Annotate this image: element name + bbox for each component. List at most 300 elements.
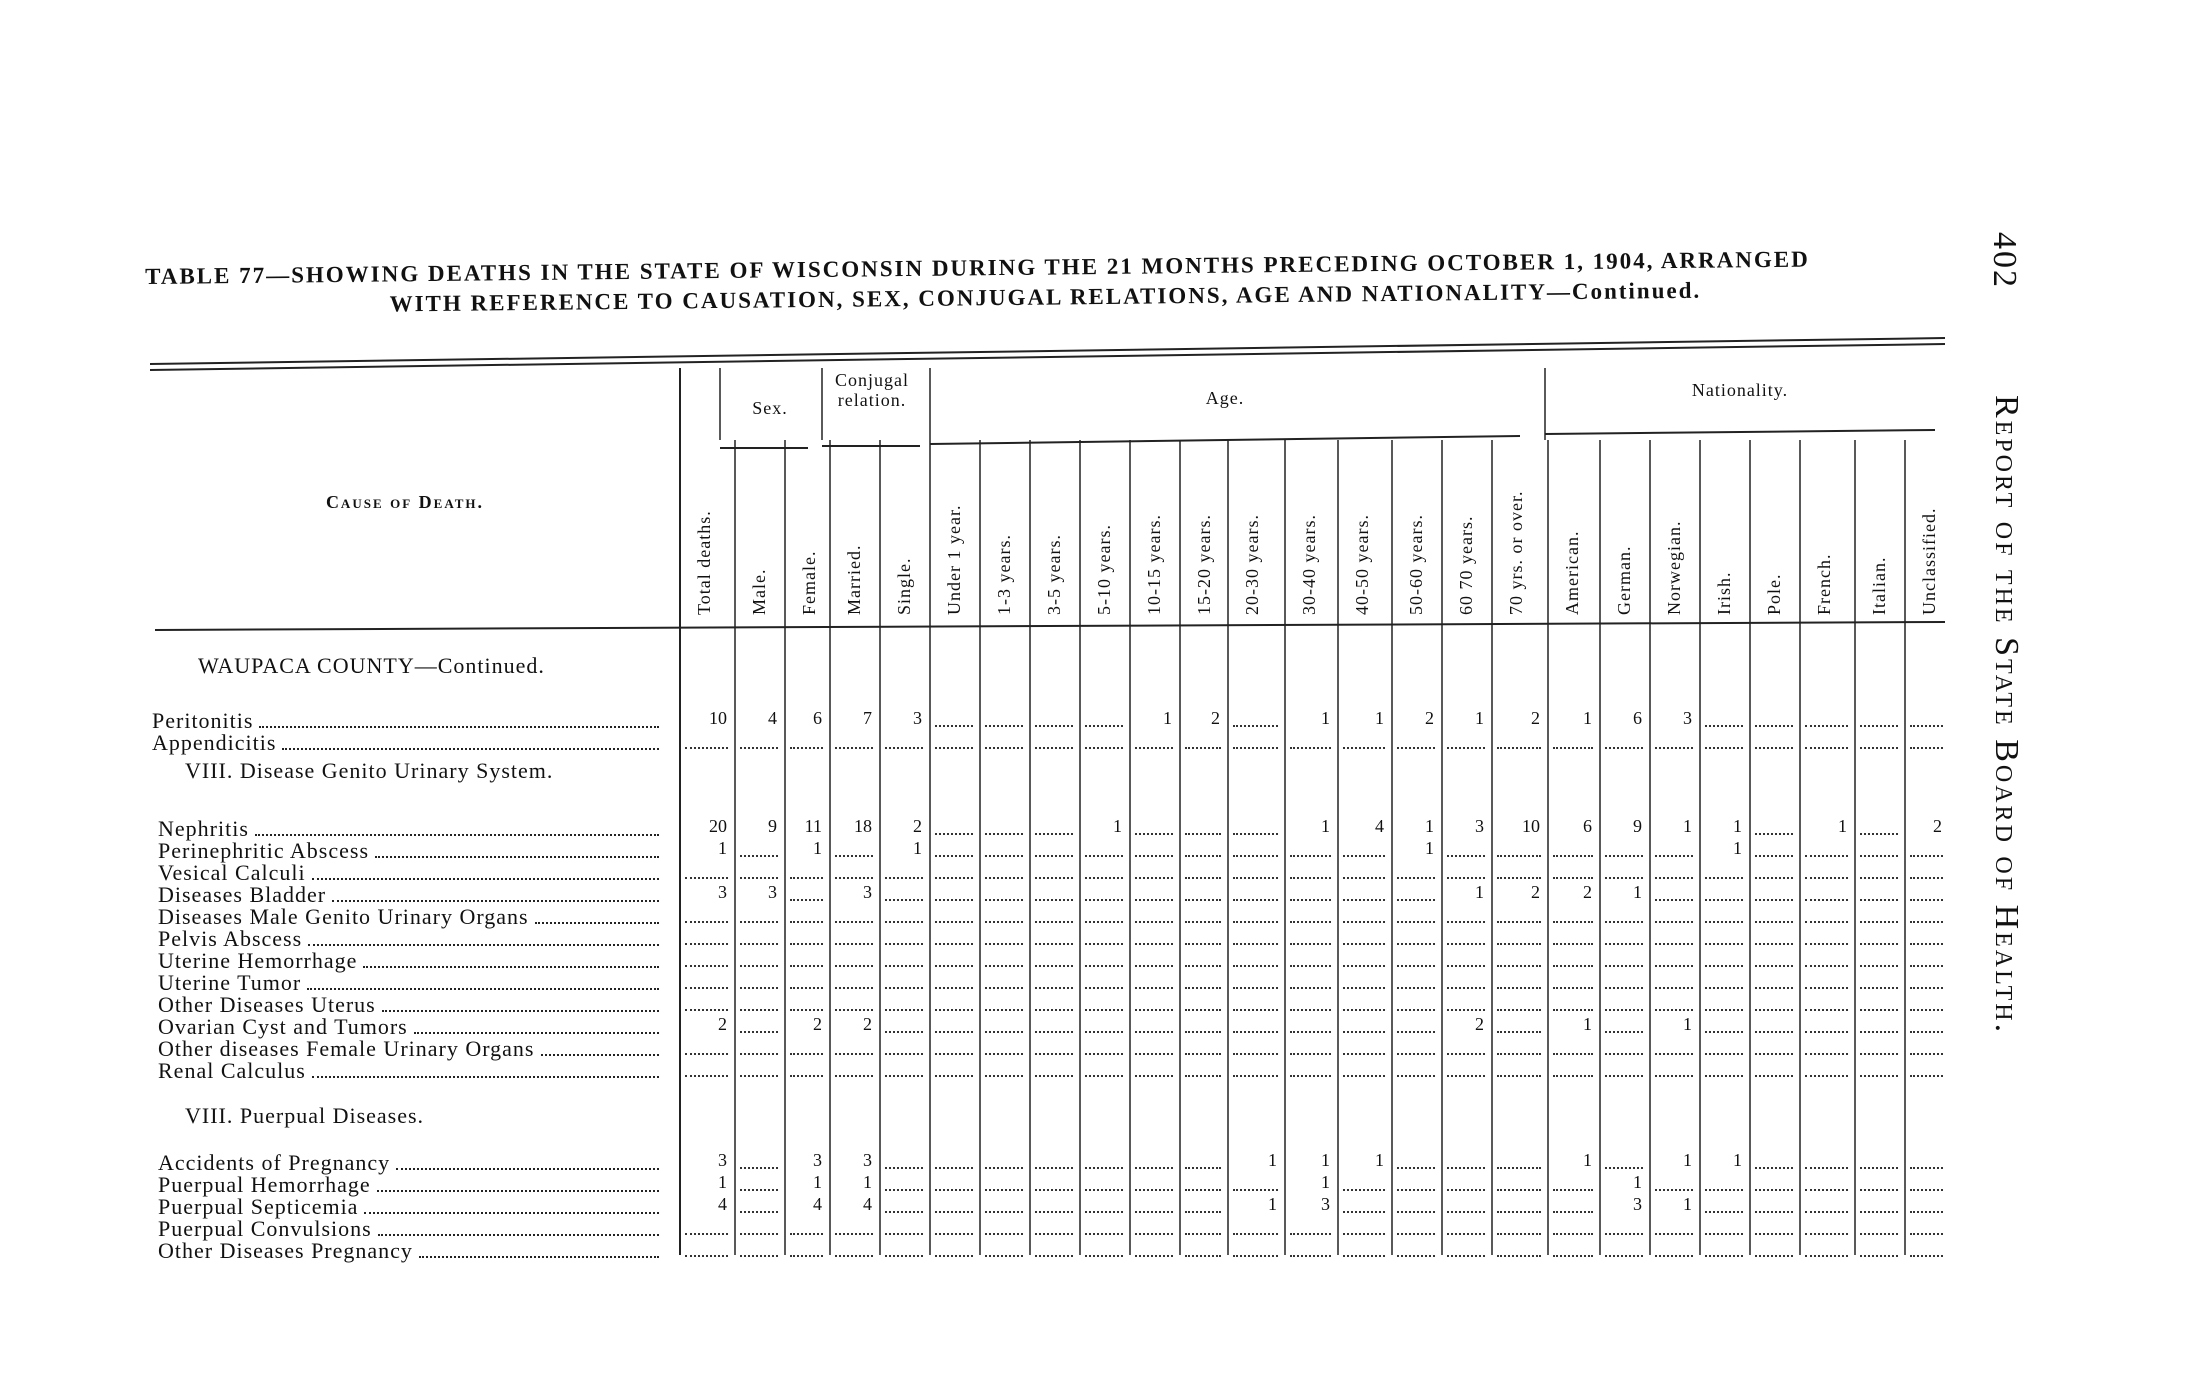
row-label-text: Uterine Tumor	[158, 970, 302, 995]
row-label-text: Other Diseases Pregnancy	[158, 1238, 413, 1263]
empty-cell-dots	[1655, 921, 1693, 923]
table-cell: 18	[854, 816, 872, 836]
empty-cell-dots	[1805, 943, 1848, 945]
table-title-line-2: WITH REFERENCE TO CAUSATION, SEX, CONJUGAL RELATIONS, AGE AND NATIONALITY—Continued.	[389, 277, 1702, 317]
empty-cell-dots	[1497, 1189, 1541, 1191]
empty-cell-dots	[985, 1031, 1023, 1033]
column-header: 50-60 years.	[1406, 514, 1426, 615]
empty-cell-dots	[1497, 1075, 1541, 1077]
empty-cell-dots	[740, 1233, 778, 1235]
conjugal-group-header: Conjugal relation.	[835, 370, 909, 410]
empty-cell-dots	[1290, 855, 1331, 857]
empty-cell-dots	[1860, 747, 1898, 749]
empty-cell-dots	[1085, 1189, 1123, 1191]
empty-cell-dots	[790, 921, 823, 923]
empty-cell-dots	[985, 987, 1023, 989]
empty-cell-dots	[1553, 1255, 1593, 1257]
empty-cell-dots	[985, 725, 1023, 727]
empty-cell-dots	[1343, 921, 1385, 923]
empty-cell-dots	[1290, 1233, 1331, 1235]
empty-cell-dots	[1290, 1255, 1331, 1257]
empty-cell-dots	[1233, 921, 1278, 923]
empty-cell-dots	[1805, 987, 1848, 989]
empty-cell-dots	[1085, 725, 1123, 727]
dot-leader	[396, 1168, 659, 1170]
empty-cell-dots	[1397, 921, 1435, 923]
empty-cell-dots	[1447, 1255, 1485, 1257]
empty-cell-dots	[1655, 855, 1693, 857]
empty-cell-dots	[1605, 1167, 1643, 1169]
empty-cell-dots	[885, 1031, 923, 1033]
empty-cell-dots	[985, 921, 1023, 923]
empty-cell-dots	[1233, 943, 1278, 945]
empty-cell-dots	[885, 1053, 923, 1055]
empty-cell-dots	[1860, 1255, 1898, 1257]
empty-cell-dots	[1035, 1255, 1073, 1257]
empty-cell-dots	[1910, 747, 1943, 749]
row-label	[158, 884, 659, 906]
column-header: Married.	[844, 544, 864, 615]
empty-cell-dots	[1135, 855, 1173, 857]
empty-cell-dots	[1290, 747, 1331, 749]
empty-cell-dots	[1135, 833, 1173, 835]
table-cell: 1	[1633, 882, 1642, 902]
empty-cell-dots	[1705, 921, 1743, 923]
column-header: 40-50 years.	[1352, 514, 1372, 615]
row-label	[158, 950, 659, 972]
empty-cell-dots	[685, 877, 728, 879]
table-cell: 1	[1321, 1172, 1330, 1192]
table-cell: 2	[1933, 816, 1942, 836]
empty-cell-dots	[1233, 1255, 1278, 1257]
empty-cell-dots	[835, 747, 873, 749]
empty-cell-dots	[1605, 1255, 1643, 1257]
dot-leader	[535, 922, 659, 924]
empty-cell-dots	[885, 965, 923, 967]
empty-cell-dots	[1185, 1211, 1221, 1213]
empty-cell-dots	[1553, 1211, 1593, 1213]
empty-cell-dots	[885, 987, 923, 989]
empty-cell-dots	[1035, 1075, 1073, 1077]
empty-cell-dots	[935, 1075, 973, 1077]
empty-cell-dots	[1233, 725, 1278, 727]
empty-cell-dots	[1397, 1075, 1435, 1077]
empty-cell-dots	[1085, 921, 1123, 923]
row-label-text: Nephritis	[158, 816, 249, 841]
empty-cell-dots	[935, 1189, 973, 1191]
empty-cell-dots	[1705, 747, 1743, 749]
column-header: 30-40 years.	[1299, 514, 1319, 615]
table-cell: 1	[1633, 1172, 1642, 1192]
table-cell: 1	[813, 1172, 822, 1192]
column-header: 10-15 years.	[1144, 514, 1164, 615]
empty-cell-dots	[740, 1053, 778, 1055]
empty-cell-dots	[1290, 1075, 1331, 1077]
empty-cell-dots	[1805, 725, 1848, 727]
empty-cell-dots	[1447, 1189, 1485, 1191]
table-cell: 1	[1475, 882, 1484, 902]
table-cell: 1	[1375, 708, 1384, 728]
empty-cell-dots	[1860, 965, 1898, 967]
empty-cell-dots	[1447, 965, 1485, 967]
table-cell: 1	[1683, 1194, 1692, 1214]
empty-cell-dots	[1910, 1075, 1943, 1077]
empty-cell-dots	[1860, 943, 1898, 945]
empty-cell-dots	[985, 1009, 1023, 1011]
table-cell: 4	[863, 1194, 872, 1214]
empty-cell-dots	[1705, 1031, 1743, 1033]
empty-cell-dots	[1705, 1009, 1743, 1011]
row-label	[158, 818, 659, 840]
column-header: 15-20 years.	[1194, 514, 1214, 615]
empty-cell-dots	[1755, 1233, 1793, 1235]
empty-cell-dots	[1805, 1255, 1848, 1257]
empty-cell-dots	[985, 855, 1023, 857]
empty-cell-dots	[1343, 1233, 1385, 1235]
empty-cell-dots	[1497, 747, 1541, 749]
empty-cell-dots	[1655, 1075, 1693, 1077]
empty-cell-dots	[1185, 1009, 1221, 1011]
empty-cell-dots	[1755, 899, 1793, 901]
empty-cell-dots	[1035, 1233, 1073, 1235]
empty-cell-dots	[1035, 899, 1073, 901]
empty-cell-dots	[1755, 1189, 1793, 1191]
empty-cell-dots	[1085, 1009, 1123, 1011]
empty-cell-dots	[740, 1075, 778, 1077]
empty-cell-dots	[935, 1167, 973, 1169]
empty-cell-dots	[835, 1255, 873, 1257]
empty-cell-dots	[1755, 833, 1793, 835]
empty-cell-dots	[1910, 855, 1943, 857]
table-cell: 9	[1633, 816, 1642, 836]
empty-cell-dots	[790, 877, 823, 879]
row-label-text: Ovarian Cyst and Tumors	[158, 1014, 408, 1039]
empty-cell-dots	[790, 1075, 823, 1077]
empty-cell-dots	[1497, 987, 1541, 989]
empty-cell-dots	[1497, 855, 1541, 857]
row-label	[152, 732, 659, 754]
empty-cell-dots	[1397, 1255, 1435, 1257]
empty-cell-dots	[1805, 899, 1848, 901]
empty-cell-dots	[885, 1211, 923, 1213]
table-cell: 4	[718, 1194, 727, 1214]
empty-cell-dots	[685, 965, 728, 967]
empty-cell-dots	[1135, 1053, 1173, 1055]
empty-cell-dots	[935, 899, 973, 901]
empty-cell-dots	[740, 747, 778, 749]
empty-cell-dots	[1447, 1053, 1485, 1055]
dot-leader	[312, 878, 659, 880]
empty-cell-dots	[1085, 1031, 1123, 1033]
empty-cell-dots	[985, 1233, 1023, 1235]
column-header: Irish.	[1714, 571, 1734, 615]
empty-cell-dots	[1085, 855, 1123, 857]
empty-cell-dots	[1860, 855, 1898, 857]
empty-cell-dots	[1135, 747, 1173, 749]
empty-cell-dots	[685, 1009, 728, 1011]
empty-cell-dots	[1185, 1255, 1221, 1257]
empty-cell-dots	[935, 855, 973, 857]
column-header: American.	[1562, 530, 1582, 615]
empty-cell-dots	[1185, 943, 1221, 945]
empty-cell-dots	[1497, 1053, 1541, 1055]
empty-cell-dots	[1085, 965, 1123, 967]
empty-cell-dots	[835, 921, 873, 923]
empty-cell-dots	[1233, 1009, 1278, 1011]
empty-cell-dots	[1705, 725, 1743, 727]
empty-cell-dots	[835, 877, 873, 879]
empty-cell-dots	[1185, 1031, 1221, 1033]
empty-cell-dots	[1343, 747, 1385, 749]
table-cell: 1	[1425, 816, 1434, 836]
empty-cell-dots	[1233, 899, 1278, 901]
empty-cell-dots	[985, 833, 1023, 835]
empty-cell-dots	[1447, 921, 1485, 923]
dot-leader	[332, 900, 659, 902]
table-cell: 1	[863, 1172, 872, 1192]
empty-cell-dots	[1185, 877, 1221, 879]
empty-cell-dots	[1860, 1189, 1898, 1191]
empty-cell-dots	[1447, 877, 1485, 879]
empty-cell-dots	[1553, 855, 1593, 857]
empty-cell-dots	[1035, 943, 1073, 945]
empty-cell-dots	[1655, 1009, 1693, 1011]
empty-cell-dots	[1605, 1053, 1643, 1055]
empty-cell-dots	[1135, 899, 1173, 901]
empty-cell-dots	[1497, 965, 1541, 967]
dot-leader	[259, 726, 659, 728]
empty-cell-dots	[740, 1189, 778, 1191]
empty-cell-dots	[740, 965, 778, 967]
column-header: Male.	[749, 568, 769, 615]
empty-cell-dots	[1397, 1167, 1435, 1169]
empty-cell-dots	[1910, 1167, 1943, 1169]
empty-cell-dots	[1655, 943, 1693, 945]
dot-leader	[364, 1212, 659, 1214]
dot-leader	[307, 988, 659, 990]
empty-cell-dots	[1397, 1233, 1435, 1235]
table-cell: 2	[1211, 708, 1220, 728]
empty-cell-dots	[935, 1053, 973, 1055]
table-cell: 6	[1633, 708, 1642, 728]
empty-cell-dots	[1553, 921, 1593, 923]
column-header: 1-3 years.	[994, 534, 1014, 615]
empty-cell-dots	[1910, 1053, 1943, 1055]
table-cell: 2	[1583, 882, 1592, 902]
row-label	[158, 1196, 659, 1218]
empty-cell-dots	[1447, 1009, 1485, 1011]
table-cell: 2	[1531, 882, 1540, 902]
running-head: Report of the State Board of Health.	[1988, 395, 2025, 1036]
empty-cell-dots	[885, 1009, 923, 1011]
empty-cell-dots	[1397, 1053, 1435, 1055]
table-cell: 4	[813, 1194, 822, 1214]
table-cell: 1	[1321, 708, 1330, 728]
empty-cell-dots	[1755, 987, 1793, 989]
row-label	[158, 1174, 659, 1196]
empty-cell-dots	[685, 943, 728, 945]
empty-cell-dots	[1805, 855, 1848, 857]
row-label-text: Pelvis Abscess	[158, 926, 303, 951]
empty-cell-dots	[1397, 1031, 1435, 1033]
empty-cell-dots	[1185, 1233, 1221, 1235]
empty-cell-dots	[1290, 1009, 1331, 1011]
empty-cell-dots	[685, 1075, 728, 1077]
empty-cell-dots	[1343, 1189, 1385, 1191]
row-label-text: Vesical Calculi	[158, 860, 306, 885]
table-cell: 1	[1321, 1150, 1330, 1170]
column-header: Under 1 year.	[944, 504, 964, 615]
empty-cell-dots	[835, 855, 873, 857]
empty-cell-dots	[1085, 987, 1123, 989]
empty-cell-dots	[1755, 965, 1793, 967]
empty-cell-dots	[1035, 725, 1073, 727]
row-label-text: Diseases Bladder	[158, 882, 327, 907]
column-header: 3-5 years.	[1044, 534, 1064, 615]
empty-cell-dots	[1135, 987, 1173, 989]
empty-cell-dots	[1035, 833, 1073, 835]
dot-leader	[541, 1054, 660, 1056]
empty-cell-dots	[985, 747, 1023, 749]
empty-cell-dots	[1553, 1189, 1593, 1191]
table-cell: 1	[1583, 708, 1592, 728]
empty-cell-dots	[685, 1255, 728, 1257]
empty-cell-dots	[935, 725, 973, 727]
row-label-text: Other diseases Female Urinary Organs	[158, 1036, 535, 1061]
table-cell: 2	[1531, 708, 1540, 728]
row-label	[152, 710, 659, 732]
empty-cell-dots	[1497, 1255, 1541, 1257]
empty-cell-dots	[1497, 877, 1541, 879]
empty-cell-dots	[1655, 1233, 1693, 1235]
empty-cell-dots	[790, 1009, 823, 1011]
empty-cell-dots	[790, 747, 823, 749]
empty-cell-dots	[1185, 1075, 1221, 1077]
table-cell: 20	[709, 816, 727, 836]
table-cell: 11	[804, 816, 822, 836]
column-header: Unclassified.	[1919, 507, 1939, 615]
table-cell: 2	[813, 1014, 822, 1034]
cause-of-death-header: Cause of Death.	[325, 492, 485, 512]
empty-cell-dots	[1085, 1211, 1123, 1213]
empty-cell-dots	[1705, 965, 1743, 967]
empty-cell-dots	[1553, 877, 1593, 879]
empty-cell-dots	[1135, 1189, 1173, 1191]
empty-cell-dots	[1290, 965, 1331, 967]
dot-leader	[419, 1256, 659, 1258]
empty-cell-dots	[740, 943, 778, 945]
empty-cell-dots	[1343, 965, 1385, 967]
row-label-text: Diseases Male Genito Urinary Organs	[158, 904, 529, 929]
empty-cell-dots	[1910, 1009, 1943, 1011]
empty-cell-dots	[1035, 1211, 1073, 1213]
column-header: Single.	[894, 557, 914, 615]
empty-cell-dots	[985, 899, 1023, 901]
empty-cell-dots	[1755, 943, 1793, 945]
empty-cell-dots	[1233, 877, 1278, 879]
empty-cell-dots	[1497, 1009, 1541, 1011]
empty-cell-dots	[1910, 1255, 1943, 1257]
empty-cell-dots	[1085, 747, 1123, 749]
empty-cell-dots	[1397, 1211, 1435, 1213]
empty-cell-dots	[1860, 1075, 1898, 1077]
table-cell: 3	[1475, 816, 1484, 836]
dot-leader	[308, 944, 659, 946]
empty-cell-dots	[1553, 1233, 1593, 1235]
empty-cell-dots	[1343, 943, 1385, 945]
empty-cell-dots	[935, 1233, 973, 1235]
empty-cell-dots	[1910, 1031, 1943, 1033]
empty-cell-dots	[1185, 899, 1221, 901]
empty-cell-dots	[1860, 1031, 1898, 1033]
table-cell: 4	[768, 708, 777, 728]
empty-cell-dots	[740, 1031, 778, 1033]
table-cell: 1	[718, 1172, 727, 1192]
empty-cell-dots	[885, 1189, 923, 1191]
empty-cell-dots	[1705, 987, 1743, 989]
empty-cell-dots	[1085, 1233, 1123, 1235]
dot-leader	[377, 1190, 659, 1192]
table-cell: 3	[1321, 1194, 1330, 1214]
empty-cell-dots	[1135, 1009, 1173, 1011]
empty-cell-dots	[1805, 1075, 1848, 1077]
table-cell: 3	[768, 882, 777, 902]
page-number: 402	[1986, 232, 2023, 289]
empty-cell-dots	[790, 1255, 823, 1257]
column-header: German.	[1614, 545, 1634, 615]
empty-cell-dots	[1185, 1053, 1221, 1055]
table-cell: 10	[709, 708, 727, 728]
empty-cell-dots	[1910, 1211, 1943, 1213]
row-label-text: Renal Calculus	[158, 1058, 306, 1083]
empty-cell-dots	[1605, 877, 1643, 879]
empty-cell-dots	[835, 987, 873, 989]
empty-cell-dots	[1755, 725, 1793, 727]
row-label	[158, 1218, 659, 1240]
empty-cell-dots	[1343, 1211, 1385, 1213]
empty-cell-dots	[1705, 1189, 1743, 1191]
empty-cell-dots	[1085, 877, 1123, 879]
column-header: Total deaths.	[694, 510, 714, 615]
empty-cell-dots	[1910, 943, 1943, 945]
empty-cell-dots	[1705, 943, 1743, 945]
empty-cell-dots	[1233, 1075, 1278, 1077]
table-cell: 1	[1733, 838, 1742, 858]
empty-cell-dots	[1860, 1211, 1898, 1213]
empty-cell-dots	[1035, 987, 1073, 989]
empty-cell-dots	[790, 899, 823, 901]
empty-cell-dots	[1755, 1075, 1793, 1077]
empty-cell-dots	[1605, 987, 1643, 989]
table-cell: 1	[1163, 708, 1172, 728]
empty-cell-dots	[1290, 877, 1331, 879]
table-cell: 2	[1425, 708, 1434, 728]
empty-cell-dots	[790, 965, 823, 967]
empty-cell-dots	[1135, 965, 1173, 967]
table-cell: 1	[1683, 816, 1692, 836]
empty-cell-dots	[1860, 1053, 1898, 1055]
empty-cell-dots	[935, 1255, 973, 1257]
empty-cell-dots	[1397, 899, 1435, 901]
empty-cell-dots	[1805, 1053, 1848, 1055]
empty-cell-dots	[1035, 1167, 1073, 1169]
empty-cell-dots	[1185, 921, 1221, 923]
table-cell: 6	[1583, 816, 1592, 836]
empty-cell-dots	[1655, 877, 1693, 879]
empty-cell-dots	[935, 1009, 973, 1011]
empty-cell-dots	[1035, 1009, 1073, 1011]
empty-cell-dots	[835, 1233, 873, 1235]
